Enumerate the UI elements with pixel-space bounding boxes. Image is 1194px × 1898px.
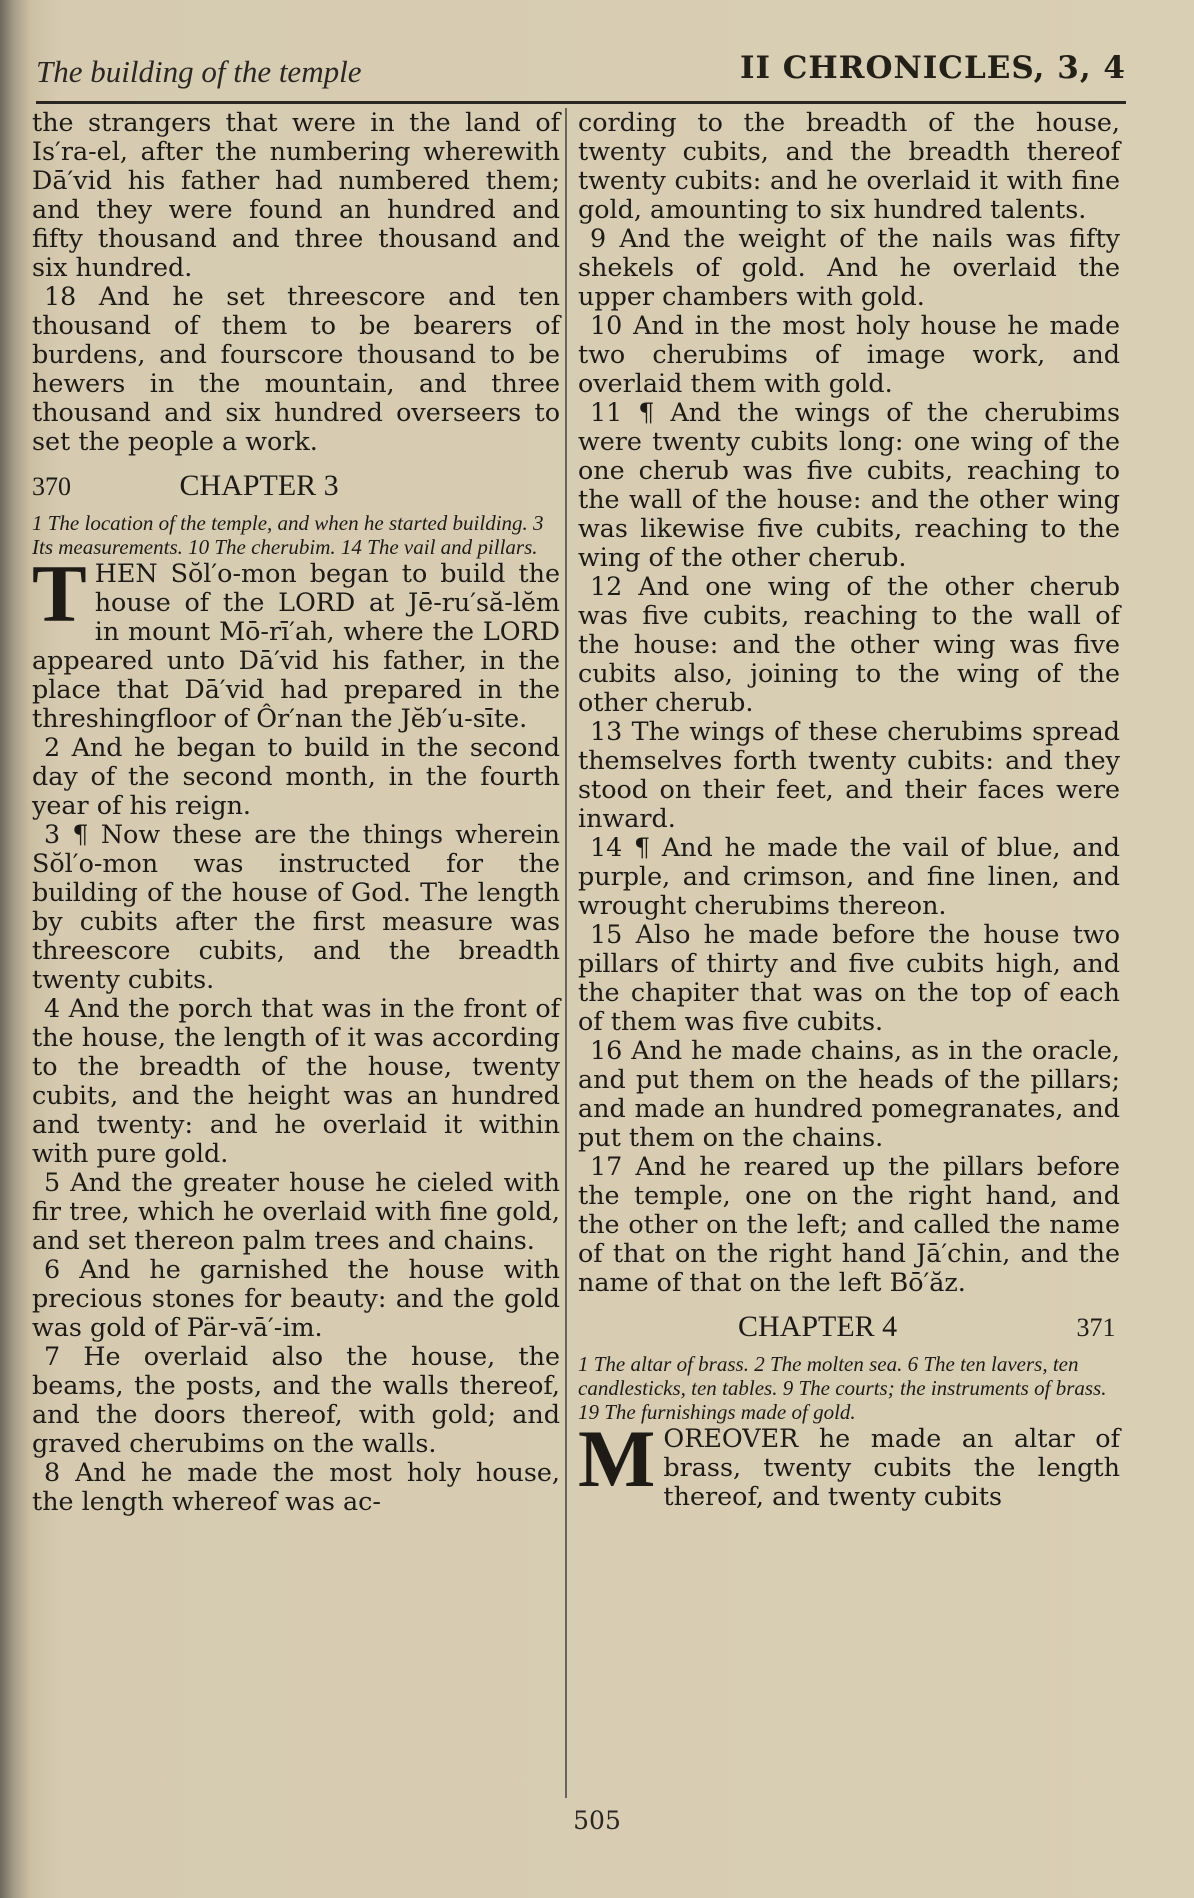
verse: 2 And he began to build in the second day of the second month, in the fourth year of his reign. [32, 732, 560, 820]
chapter-heading [578, 1309, 1120, 1346]
verse: 18 And he set threescore and ten thousand of them to be bearers of burdens, and fourscore thousand to be hewers in the mountain, and three thousand and six hundred overseers to set the people a work. [32, 281, 560, 456]
marginal-number: 370 [32, 472, 71, 501]
chapter-heading [32, 468, 560, 505]
page-header [36, 50, 1126, 98]
right-column [578, 108, 1120, 1511]
opening-text: HEN Sŏl′o-mon began to build the house of the LORD at Jē-ru′să-lĕm in mount Mō-rī′ah, where the LORD appeared unto Dā′vid his father, in the place that Dā′vid had prepared in the threshingfloor of Ôr′nan the Jĕb′u-sīte. [32, 558, 560, 733]
verse: 6 And he garnished the house with precious stones for beauty: and the gold was gold of Pär-vā′-im. [32, 1254, 560, 1342]
book-reference: II CHRONICLES, 3, 4 [739, 50, 1126, 86]
marginal-number: 371 [1076, 1313, 1116, 1342]
verse: the strangers that were in the land of Is′ra-el, after the numbering wherewith Dā′vid his father had numbered them; and they were found an hundred and fifty thousand and three thousand and six hundred. [32, 107, 560, 282]
verse: 16 And he made chains, as in the oracle, and put them on the heads of the pillars; and made an hundred pomegranates, and put them on the chains. [578, 1035, 1120, 1152]
chapter-title: CHAPTER 4 [738, 1310, 898, 1343]
verse: 3 ¶ Now these are the things wherein Sŏl′o-mon was instructed for the building of the house of God. The length by cubits after the first measure was threescore cubits, and the breadth twenty cubits. [32, 819, 560, 994]
verse: 12 And one wing of the other cherub was five cubits, reaching to the wall of the house: and the other wing was five cubits also, joining to the wing of the other cherub. [578, 571, 1120, 717]
chapter-summary: 1 The location of the temple, and when he started building. 3 Its measurements. 10 The cherubim. 14 The vail and pillars. [32, 511, 544, 559]
header-rule [36, 101, 1126, 104]
chapter-summary: 1 The altar of brass. 2 The molten sea. 6 The ten lavers, ten candlesticks, ten tables. 9 The courts; the instruments of brass. 19 The furnishings made of gold. [578, 1352, 1107, 1424]
left-column [32, 108, 560, 1516]
verse: 17 And he reared up the pillars before the temple, one on the right hand, and the other on the left; and called the name of that on the right hand Jā′chin, and the name of that on the left Bō′ăz. [578, 1151, 1120, 1297]
verse: cording to the breadth of the house, twenty cubits, and the breadth thereof twenty cubits: and he overlaid it with fine gold, amounting to six hundred talents. [578, 107, 1120, 224]
chapter-opening [32, 548, 560, 733]
verse: 11 ¶ And the wings of the cherubims were twenty cubits long: one wing of the one cherub was five cubits, reaching to the wall of the house: and the other wing was likewise five cubits, reaching to the wing of the other cherub. [578, 397, 1120, 572]
drop-cap: M [578, 1413, 656, 1504]
verse: 14 ¶ And he made the vail of blue, and purple, and crimson, and fine linen, and wrought cherubims thereon. [578, 832, 1120, 920]
running-title: The building of the temple [36, 54, 362, 89]
page-number: 505 [573, 1806, 621, 1835]
verse: 10 And in the most holy house he made two cherubims of image work, and overlaid them with gold. [578, 310, 1120, 398]
verse: 8 And he made the most holy house, the length whereof was ac- [32, 1457, 560, 1516]
drop-cap: T [32, 548, 87, 639]
verse: 4 And the porch that was in the front of the house, the length of it was according to the breadth of the house, twenty cubits, and the height was an hundred and twenty: and he overlaid it within with pure gold. [32, 993, 560, 1168]
chapter-opening [578, 1413, 1120, 1511]
verse: 5 And the greater house he cieled with fir tree, which he overlaid with fine gold, and set thereon palm trees and chains. [32, 1167, 560, 1255]
verse: 15 Also he made before the house two pillars of thirty and five cubits high, and the chapiter that was on the top of each of them was five cubits. [578, 919, 1120, 1036]
verse: 9 And the weight of the nails was fifty shekels of gold. And he overlaid the upper chambers with gold. [578, 223, 1120, 311]
verse: 13 The wings of these cherubims spread themselves forth twenty cubits: and they stood on their feet, and their faces were inward. [578, 716, 1120, 833]
column-divider [565, 108, 567, 1798]
opening-text: OREOVER he made an altar of brass, twenty cubits the length thereof, and twenty cubits [663, 1423, 1120, 1511]
verse: 7 He overlaid also the house, the beams, the posts, and the walls thereof, and the doors thereof, with gold; and graved cherubims on the walls. [32, 1341, 560, 1458]
chapter-title: CHAPTER 3 [179, 469, 339, 502]
